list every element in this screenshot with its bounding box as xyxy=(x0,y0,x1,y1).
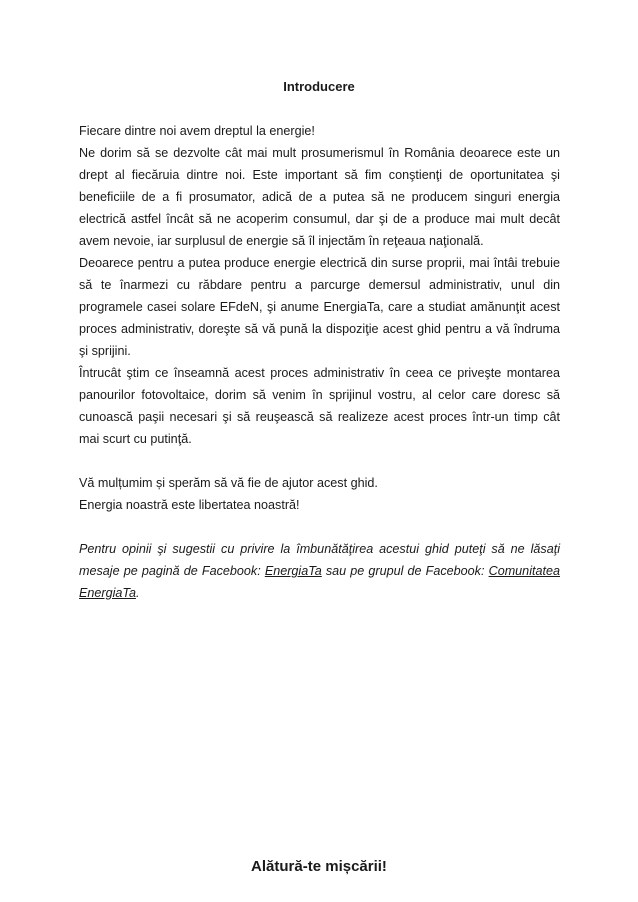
footer-slogan: Alătură-te mișcării! xyxy=(251,858,387,875)
feedback-end: . xyxy=(135,586,140,600)
feedback-intro: Pentru opinii şi sugestii cu privire la îmbunătăţirea acestui ghid puteţi să ne lăsaţi mesaje pe pagină de Facebook: xyxy=(79,542,560,578)
facebook-group-link[interactable]: Comunitatea EnergiaTa xyxy=(79,564,560,600)
paragraph-support: Întrucât ştim ce înseamnă acest proces administrativ în ceea ce priveşte montarea panourilor fotovoltaice, dorim să venim în sprijinul vostru, al celor care doresc să cunoască paşii necesari şi să reuşească să realizeze acest proces într-un timp cât mai scurt cu putinţă. xyxy=(79,366,560,446)
thanks-text: Vă mulțumim și sperăm să vă fie de ajutor acest ghid. xyxy=(79,476,378,490)
feedback-middle: sau pe grupul de Facebook: xyxy=(321,564,489,578)
feedback-block xyxy=(79,538,560,604)
motto-text: Energia noastră este libertatea noastră! xyxy=(79,498,300,512)
paragraph-intro: Fiecare dintre noi avem dreptul la energie! xyxy=(79,124,315,138)
spacer xyxy=(79,516,560,538)
paragraph-administrative: Deoarece pentru a putea produce energie electrică din surse proprii, mai întâi trebuie să te înarmezi cu răbdare pentru a parcurge demersul administrativ, unul din programele casei solare EFdeN, şi anume EnergiaTa, care a studiat amănunţit acest proces administrativ, doreşte să vă pună la dispoziţie acest ghid pentru a vă îndruma şi sprijini. xyxy=(79,256,560,358)
facebook-page-link[interactable]: EnergiaTa xyxy=(264,564,322,578)
feedback-paragraph xyxy=(79,538,560,604)
paragraph-prosumerism: Ne dorim să se dezvolte cât mai mult prosumerismul în România deoarece este un drept al fiecăruia dintre noi. Este important să fim conştienţi de oportunitatea şi beneficiile de a fi prosumator, adică de a putea să ne producem singuri energia electrică astfel încât să ne acoperim consumul, dar şi de a produce mai mult decât avem nevoie, iar surplusul de energie să îl injectăm în reţeaua naţională. xyxy=(79,146,560,248)
page-title: Introducere xyxy=(283,79,355,94)
spacer xyxy=(79,450,560,472)
document-body xyxy=(79,120,560,604)
